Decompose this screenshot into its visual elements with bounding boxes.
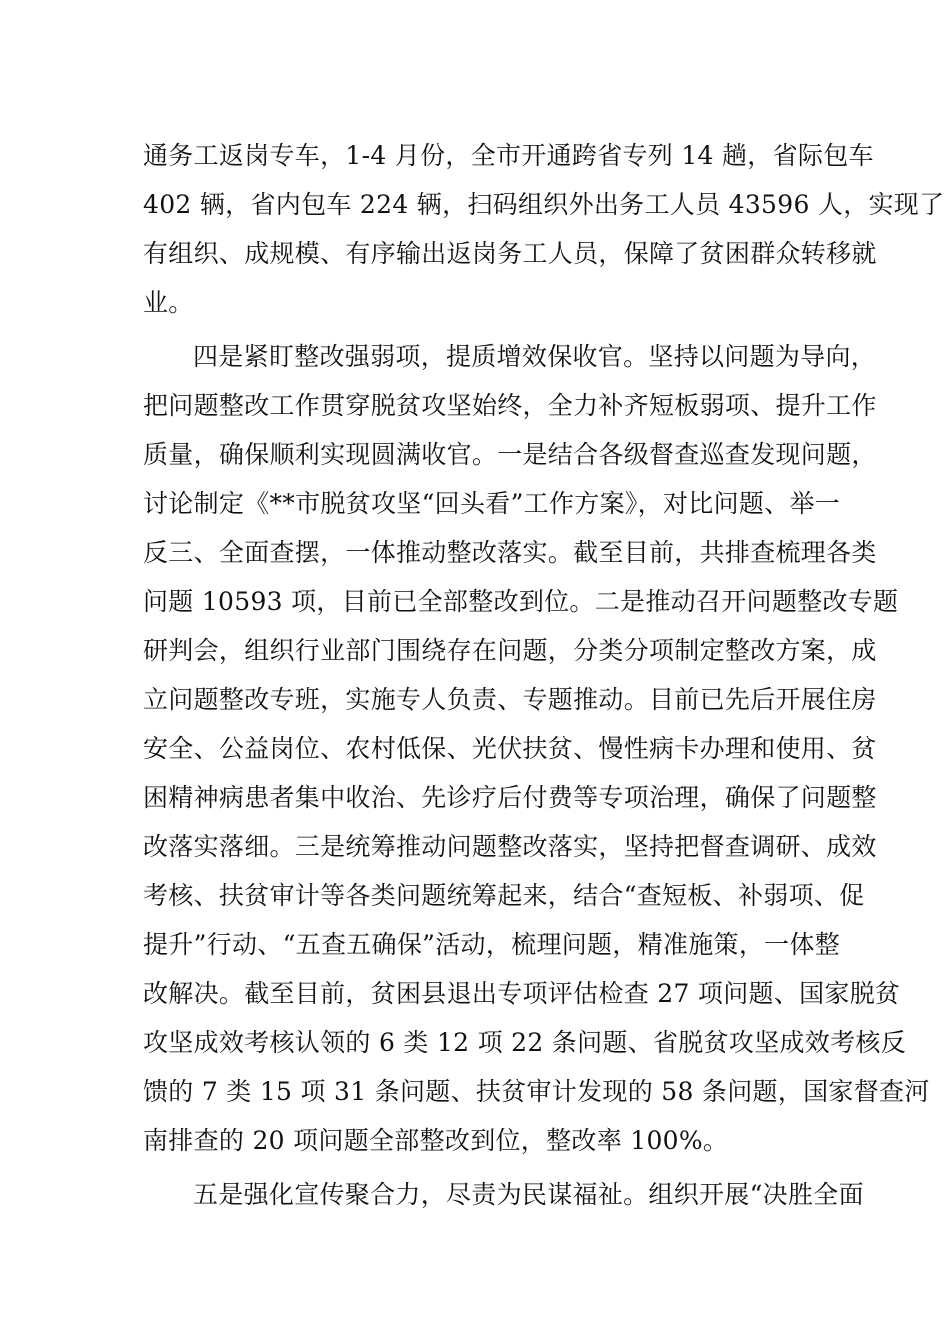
text-line: 考核、扶贫审计等各类问题统筹起来，结合“查短板、补弱项、促 bbox=[143, 881, 865, 910]
text-line: 馈的 7 类 15 项 31 条问题、扶贫审计发现的 58 条问题，国家督查河 bbox=[143, 1077, 930, 1106]
document-body bbox=[143, 131, 945, 1219]
text-line: 四是紧盯整改强弱项，提质增效保收官。坚持以问题为导向， bbox=[193, 342, 877, 371]
text-line: 南排查的 20 项问题全部整改到位，整改率 100%。 bbox=[143, 1126, 729, 1155]
text-line: 攻坚成效考核认领的 6 类 12 项 22 条问题、省脱贫攻坚成效考核反 bbox=[143, 1028, 907, 1057]
text-line: 有组织、成规模、有序输出返岗务工人员，保障了贫困群众转移就 bbox=[143, 239, 877, 268]
text-line: 五是强化宣传聚合力，尽责为民谋福祉。组织开展“决胜全面 bbox=[193, 1180, 864, 1209]
text-line: 402 辆，省内包车 224 辆，扫码组织外出务工人员 43596 人，实现了 bbox=[143, 190, 945, 219]
text-line: 业。 bbox=[143, 288, 194, 317]
text-line: 讨论制定《**市脱贫攻坚“回头看”工作方案》，对比问题、举一 bbox=[143, 489, 841, 518]
paragraph bbox=[143, 332, 930, 1165]
text-line: 通务工返岗专车，1-4 月份，全市开通跨省专列 14 趟，省际包车 bbox=[143, 141, 874, 170]
paragraph bbox=[143, 131, 945, 327]
text-line: 研判会，组织行业部门围绕存在问题，分类分项制定整改方案，成 bbox=[143, 636, 877, 665]
text-line: 改解决。截至目前，贫困县退出专项评估检查 27 项问题、国家脱贫 bbox=[143, 979, 901, 1008]
text-line: 困精神病患者集中收治、先诊疗后付费等专项治理，确保了问题整 bbox=[143, 783, 877, 812]
text-line: 安全、公益岗位、农村低保、光伏扶贫、慢性病卡办理和使用、贫 bbox=[143, 734, 877, 763]
text-line: 改落实落细。三是统筹推动问题整改落实，坚持把督查调研、成效 bbox=[143, 832, 877, 861]
text-line: 提升”行动、“五查五确保”活动，梳理问题，精准施策，一体整 bbox=[143, 930, 841, 959]
text-line: 立问题整改专班，实施专人负责、专题推动。目前已先后开展住房 bbox=[143, 685, 877, 714]
paragraph bbox=[143, 1170, 864, 1219]
text-line: 反三、全面查摆，一体推动整改落实。截至目前，共排查梳理各类 bbox=[143, 538, 877, 567]
text-line: 问题 10593 项，目前已全部整改到位。二是推动召开问题整改专题 bbox=[143, 587, 899, 616]
text-line: 质量，确保顺利实现圆满收官。一是结合各级督查巡查发现问题， bbox=[143, 440, 877, 469]
text-line: 把问题整改工作贯穿脱贫攻坚始终，全力补齐短板弱项、提升工作 bbox=[143, 391, 877, 420]
